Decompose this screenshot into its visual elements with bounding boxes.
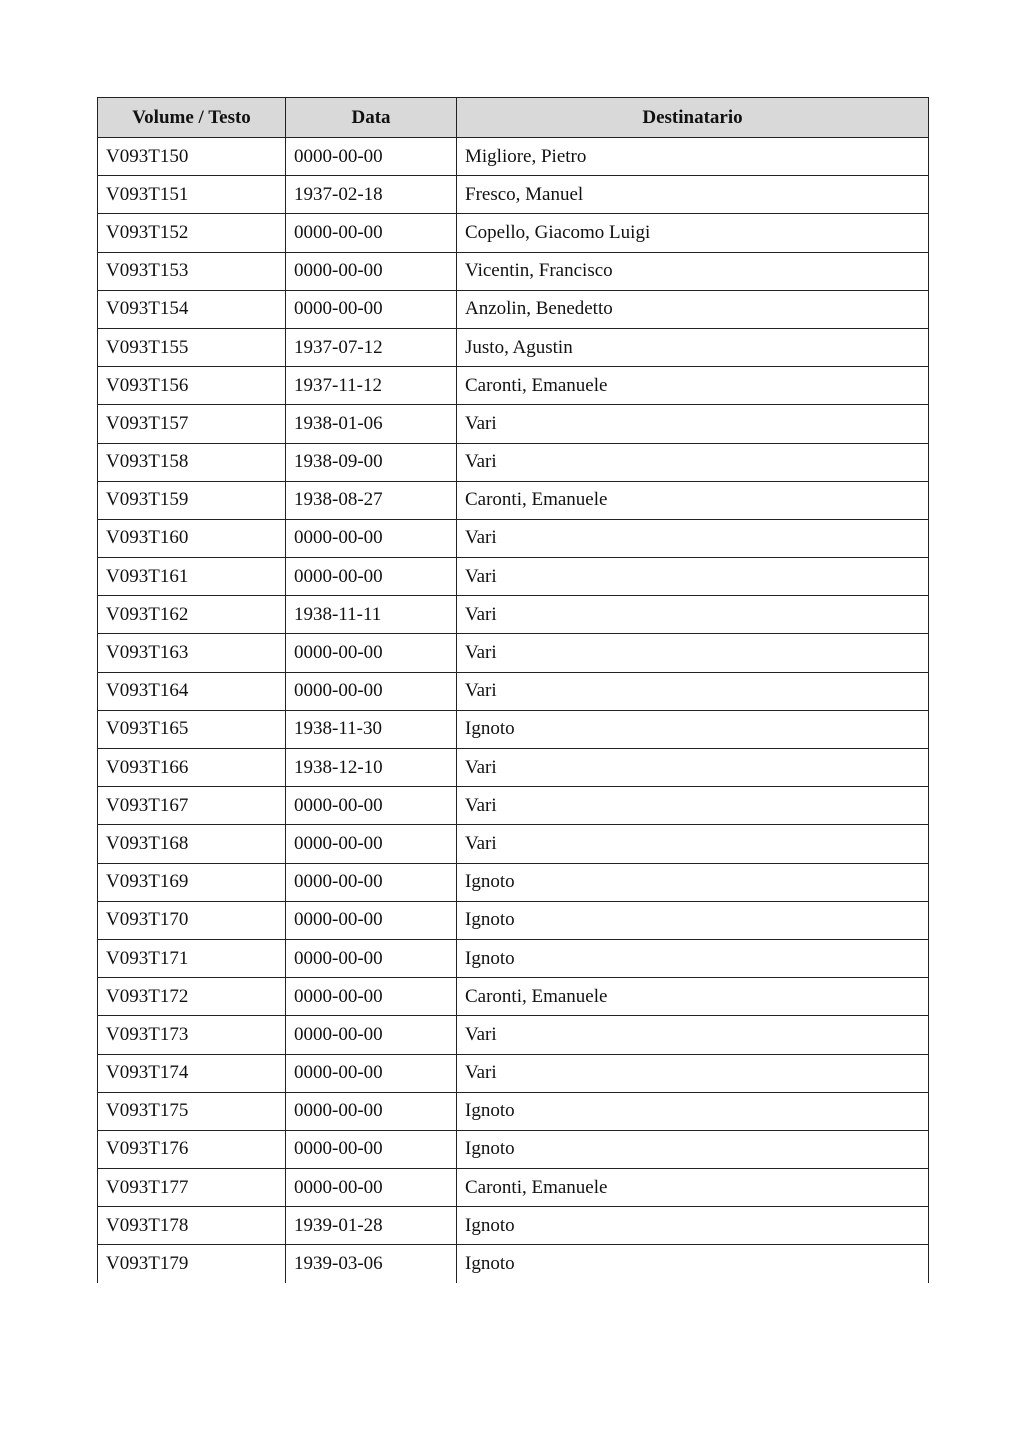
table-row xyxy=(98,252,929,290)
cell-volume-testo: V093T157 xyxy=(98,405,286,443)
cell-destinatario: Ignoto xyxy=(457,939,929,977)
cell-volume-testo: V093T154 xyxy=(98,290,286,328)
header-data: Data xyxy=(286,98,457,138)
cell-destinatario: Justo, Agustin xyxy=(457,328,929,366)
cell-volume-testo: V093T176 xyxy=(98,1130,286,1168)
cell-destinatario: Vari xyxy=(457,1016,929,1054)
table-row xyxy=(98,519,929,557)
cell-destinatario: Vari xyxy=(457,443,929,481)
table-row xyxy=(98,672,929,710)
letters-table xyxy=(97,97,929,1283)
table-row xyxy=(98,1130,929,1168)
cell-data: 0000-00-00 xyxy=(286,1054,457,1092)
cell-data: 1937-07-12 xyxy=(286,328,457,366)
cell-data: 1938-01-06 xyxy=(286,405,457,443)
cell-volume-testo: V093T167 xyxy=(98,787,286,825)
cell-data: 0000-00-00 xyxy=(286,1130,457,1168)
cell-data: 0000-00-00 xyxy=(286,939,457,977)
cell-destinatario: Caronti, Emanuele xyxy=(457,481,929,519)
cell-data: 0000-00-00 xyxy=(286,1169,457,1207)
cell-destinatario: Ignoto xyxy=(457,901,929,939)
cell-data: 0000-00-00 xyxy=(286,1092,457,1130)
table-row xyxy=(98,176,929,214)
cell-volume-testo: V093T159 xyxy=(98,481,286,519)
cell-volume-testo: V093T170 xyxy=(98,901,286,939)
cell-volume-testo: V093T160 xyxy=(98,519,286,557)
cell-destinatario: Vari xyxy=(457,1054,929,1092)
cell-data: 1938-08-27 xyxy=(286,481,457,519)
table-row xyxy=(98,1016,929,1054)
table-row xyxy=(98,863,929,901)
cell-destinatario: Vicentin, Francisco xyxy=(457,252,929,290)
cell-destinatario: Vari xyxy=(457,787,929,825)
cell-data: 1938-12-10 xyxy=(286,749,457,787)
table-row xyxy=(98,1092,929,1130)
cell-data: 1937-11-12 xyxy=(286,367,457,405)
cell-data: 1937-02-18 xyxy=(286,176,457,214)
table-row xyxy=(98,749,929,787)
table-row xyxy=(98,367,929,405)
table-row xyxy=(98,825,929,863)
cell-data: 0000-00-00 xyxy=(286,863,457,901)
cell-volume-testo: V093T169 xyxy=(98,863,286,901)
cell-destinatario: Ignoto xyxy=(457,1092,929,1130)
table-row xyxy=(98,1169,929,1207)
cell-destinatario: Copello, Giacomo Luigi xyxy=(457,214,929,252)
table-row xyxy=(98,290,929,328)
table-row xyxy=(98,939,929,977)
cell-volume-testo: V093T163 xyxy=(98,634,286,672)
cell-data: 0000-00-00 xyxy=(286,825,457,863)
cell-data: 1939-03-06 xyxy=(286,1245,457,1283)
cell-destinatario: Ignoto xyxy=(457,1130,929,1168)
cell-volume-testo: V093T166 xyxy=(98,749,286,787)
cell-destinatario: Vari xyxy=(457,825,929,863)
cell-volume-testo: V093T165 xyxy=(98,710,286,748)
cell-volume-testo: V093T164 xyxy=(98,672,286,710)
cell-data: 0000-00-00 xyxy=(286,787,457,825)
cell-volume-testo: V093T155 xyxy=(98,328,286,366)
cell-data: 0000-00-00 xyxy=(286,672,457,710)
cell-destinatario: Ignoto xyxy=(457,1207,929,1245)
cell-volume-testo: V093T156 xyxy=(98,367,286,405)
table-header-row xyxy=(98,98,929,138)
cell-volume-testo: V093T171 xyxy=(98,939,286,977)
cell-volume-testo: V093T172 xyxy=(98,978,286,1016)
cell-destinatario: Migliore, Pietro xyxy=(457,138,929,176)
cell-data: 1938-11-11 xyxy=(286,596,457,634)
cell-data: 0000-00-00 xyxy=(286,634,457,672)
cell-volume-testo: V093T168 xyxy=(98,825,286,863)
cell-destinatario: Caronti, Emanuele xyxy=(457,978,929,1016)
cell-data: 0000-00-00 xyxy=(286,1016,457,1054)
cell-data: 0000-00-00 xyxy=(286,558,457,596)
table-row xyxy=(98,481,929,519)
cell-volume-testo: V093T178 xyxy=(98,1207,286,1245)
cell-destinatario: Ignoto xyxy=(457,1245,929,1283)
cell-destinatario: Vari xyxy=(457,749,929,787)
cell-destinatario: Caronti, Emanuele xyxy=(457,1169,929,1207)
table-row xyxy=(98,634,929,672)
table-row xyxy=(98,596,929,634)
table-row xyxy=(98,1207,929,1245)
table-row xyxy=(98,558,929,596)
cell-destinatario: Vari xyxy=(457,405,929,443)
table-row xyxy=(98,328,929,366)
table-row xyxy=(98,138,929,176)
cell-volume-testo: V093T152 xyxy=(98,214,286,252)
cell-data: 1939-01-28 xyxy=(286,1207,457,1245)
cell-volume-testo: V093T153 xyxy=(98,252,286,290)
cell-data: 0000-00-00 xyxy=(286,290,457,328)
cell-data: 0000-00-00 xyxy=(286,138,457,176)
cell-destinatario: Vari xyxy=(457,519,929,557)
cell-destinatario: Ignoto xyxy=(457,863,929,901)
cell-volume-testo: V093T177 xyxy=(98,1169,286,1207)
table-row xyxy=(98,787,929,825)
table-row xyxy=(98,1054,929,1092)
table-body xyxy=(98,138,929,1284)
cell-data: 1938-09-00 xyxy=(286,443,457,481)
table-row xyxy=(98,214,929,252)
header-destinatario: Destinatario xyxy=(457,98,929,138)
cell-destinatario: Vari xyxy=(457,596,929,634)
cell-volume-testo: V093T158 xyxy=(98,443,286,481)
cell-destinatario: Ignoto xyxy=(457,710,929,748)
cell-volume-testo: V093T174 xyxy=(98,1054,286,1092)
cell-destinatario: Caronti, Emanuele xyxy=(457,367,929,405)
table-row xyxy=(98,443,929,481)
table-row xyxy=(98,710,929,748)
table-row xyxy=(98,405,929,443)
table-row xyxy=(98,978,929,1016)
cell-data: 0000-00-00 xyxy=(286,519,457,557)
cell-volume-testo: V093T162 xyxy=(98,596,286,634)
cell-volume-testo: V093T173 xyxy=(98,1016,286,1054)
cell-destinatario: Vari xyxy=(457,558,929,596)
cell-volume-testo: V093T175 xyxy=(98,1092,286,1130)
cell-volume-testo: V093T151 xyxy=(98,176,286,214)
table-row xyxy=(98,1245,929,1283)
cell-destinatario: Anzolin, Benedetto xyxy=(457,290,929,328)
cell-volume-testo: V093T179 xyxy=(98,1245,286,1283)
cell-destinatario: Vari xyxy=(457,634,929,672)
cell-volume-testo: V093T150 xyxy=(98,138,286,176)
cell-data: 0000-00-00 xyxy=(286,214,457,252)
cell-destinatario: Vari xyxy=(457,672,929,710)
cell-data: 0000-00-00 xyxy=(286,252,457,290)
cell-data: 0000-00-00 xyxy=(286,901,457,939)
cell-data: 1938-11-30 xyxy=(286,710,457,748)
cell-data: 0000-00-00 xyxy=(286,978,457,1016)
table-row xyxy=(98,901,929,939)
header-volume-testo: Volume / Testo xyxy=(98,98,286,138)
cell-destinatario: Fresco, Manuel xyxy=(457,176,929,214)
cell-volume-testo: V093T161 xyxy=(98,558,286,596)
